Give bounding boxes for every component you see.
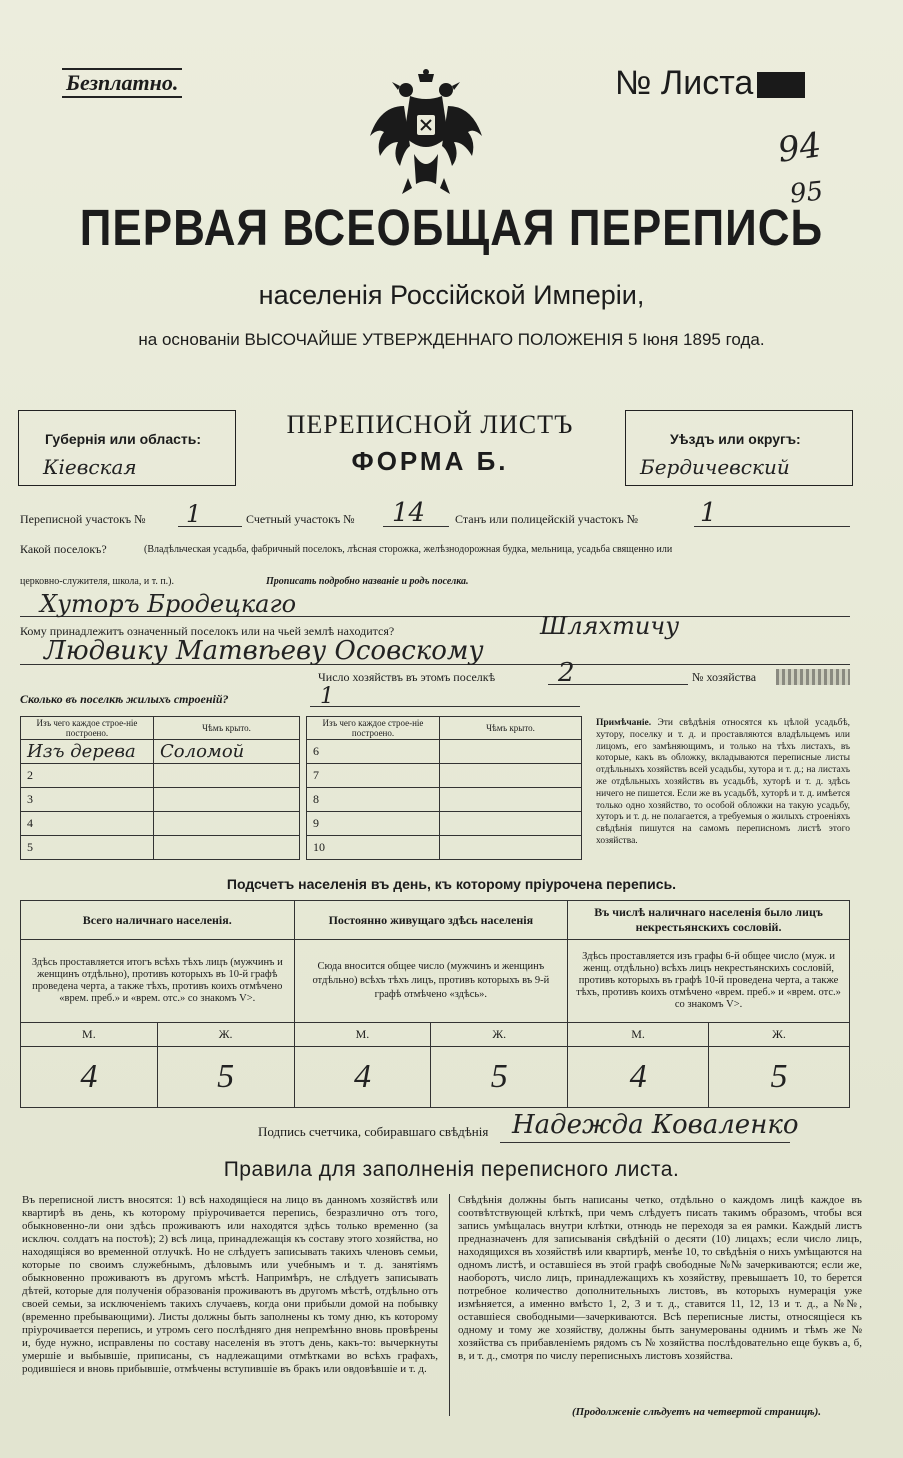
document-title: ПЕРВАЯ ВСЕОБЩАЯ ПЕРЕПИСЬ (79, 200, 824, 257)
non-peasant-title: Въ числѣ наличнаго населенія было лицъ некрестьянскихъ сословій. (568, 901, 850, 940)
total-present-desc: Здѣсь проставляется итогъ всѣхъ тѣхъ лицъ (мужчинъ и женщинъ отдѣльно), противъ которыхъ въ 10-й графѣ проведена черта, а также тѣхъ, противъ коихъ отмѣчено «врем. преб.» и «врем. отс.» со знакомъ V>. (21, 940, 295, 1023)
row-number: 7 (307, 764, 440, 788)
settlement-hint-3: Прописать подробно названіе и родъ поселка. (266, 576, 469, 587)
table-row (21, 788, 300, 812)
population-titles-row (21, 901, 850, 940)
buildings-table-header (307, 717, 582, 740)
roof-column-header: Чѣмъ крыто. (440, 717, 582, 740)
total-present-female: 5 (157, 1047, 294, 1108)
continued-note: (Продолженіе слѣдуетъ на четвертой страницѣ). (572, 1406, 822, 1418)
female-header: Ж. (431, 1023, 568, 1047)
settlement-hint-2: церковно-служителя, школа, и т. п.). (20, 576, 174, 587)
households-value: 2 (558, 658, 575, 688)
permanent-male: 4 (294, 1047, 431, 1108)
province-label: Губернія или область: (45, 431, 202, 447)
signature-value: Надежда Коваленко (512, 1110, 799, 1140)
census-section-label: Переписной участокъ № (20, 512, 146, 526)
count-section-label: Счетный участокъ № (246, 512, 355, 526)
note-text: Эти свѣдѣнія относятся къ цѣлой усадьбѣ, хутору, поселку и т. д. и проставляются владѣльцемъ или лицомъ, его замѣняющимъ, и только на тѣхъ листахъ, въ которые, какъ въ обложку, вкладываются переписные листы отдѣльныхъ хозяйствъ всей усадьбы, хутора и т. д.; на листахъ же отдѣльныхъ хозяйствъ въ усадьбѣ, хуторѣ и т. д. здѣсь ничего не пишется. Если же въ усадьбѣ, хуторѣ и т. д. имѣется только одно хозяйство, то особой обложки на такую усадьбу, хуторъ и т. д. не полагается, а требуемыя о жилыхъ строеніяхъ свѣдѣнія пишутся на самомъ переписномъ листѣ этого хозяйства. (596, 718, 850, 846)
owner-label: Кому принадлежитъ означенный поселокъ или на чьей землѣ находится? (20, 624, 395, 638)
signature-label: Подпись счетчика, собиравшаго свѣдѣнія (258, 1124, 489, 1139)
table-row (307, 812, 582, 836)
population-heading: Подсчетъ населенія въ день, къ которому пріурочена перепись. (226, 876, 677, 892)
table-row (307, 740, 582, 764)
form-title-block (250, 410, 610, 484)
households-label: Число хозяйствъ въ этомъ поселкѣ (318, 670, 496, 684)
district-label: Уѣздъ или округъ: (670, 431, 801, 447)
household-no-redacted (776, 669, 850, 685)
legal-basis: на основаніи ВЫСОЧАЙШЕ УТВЕРЖДЕННАГО ПОЛОЖЕНІЯ 5 Іюня 1895 года. (138, 330, 765, 349)
form-name: ФОРМА Б. (351, 446, 509, 476)
material-column-header: Изъ чего каждое строе-ніе построено. (21, 717, 154, 740)
table-row (21, 836, 300, 860)
population-desc-row (21, 940, 850, 1023)
building-material: Изъ дерева (27, 741, 136, 762)
district-value: Бердичевский (640, 455, 790, 479)
table-row (21, 764, 300, 788)
total-present-title: Всего наличнаго населенія. (21, 901, 295, 940)
male-header: М. (294, 1023, 431, 1047)
population-sex-row (21, 1023, 850, 1047)
province-box (18, 410, 236, 486)
non-peasant-female: 5 (709, 1047, 850, 1108)
material-column-header: Изъ чего каждое строе-ніе построено. (307, 717, 440, 740)
owner-value-1: Шляхтичу (540, 612, 680, 640)
female-header: Ж. (709, 1023, 850, 1047)
non-peasant-desc: Здѣсь проставляется изъ графы 6-й общее число (муж. и женщ. отдѣльно) всѣхъ лицъ некрестьянскихъ сословій, противъ которыхъ въ графѣ 10-й проведена черта, а также тѣхъ, противъ коихъ отмѣчено «врем. преб.» и «врем. отс.» со знакомъ V>. (568, 940, 850, 1023)
population-table (20, 900, 850, 1108)
settlement-label: Какой поселокъ? (20, 542, 107, 556)
note-title: Примѣчаніе. (596, 718, 652, 728)
police-label: Станъ или полицейскій участокъ № (455, 512, 639, 526)
population-values-row (21, 1047, 850, 1108)
buildings-label: Сколько въ поселкѣ жилыхъ строеній? (20, 692, 229, 706)
police-line (694, 526, 850, 527)
buildings-line (310, 706, 580, 707)
total-present-male: 4 (21, 1047, 158, 1108)
buildings-note (596, 718, 850, 848)
buildings-table-right (306, 716, 582, 860)
non-peasant-male: 4 (568, 1047, 709, 1108)
district-box (625, 410, 853, 486)
household-no-label: № хозяйства (692, 670, 757, 684)
buildings-table-header (21, 717, 300, 740)
table-row (21, 740, 300, 764)
roof-column-header: Чѣмъ крыто. (154, 717, 300, 740)
table-row (21, 812, 300, 836)
sheet-number-label: № Листа (615, 64, 754, 102)
row-number: 4 (21, 812, 154, 836)
sheet-number-handwritten: 94 (775, 125, 824, 171)
sheet-number (615, 64, 805, 103)
table-row (307, 788, 582, 812)
households-line (548, 684, 688, 685)
permanent-residents-title: Постоянно живущаго здѣсь населенія (294, 901, 568, 940)
row-number: 3 (21, 788, 154, 812)
census-section-value: 1 (186, 500, 202, 528)
row-number: 2 (21, 764, 154, 788)
row-number: 10 (307, 836, 440, 860)
settlement-value: Хуторъ Бродецкаго (40, 590, 297, 618)
female-header: Ж. (157, 1023, 294, 1047)
province-value: Кiевская (43, 455, 137, 479)
table-row (307, 836, 582, 860)
rules-divider (449, 1194, 450, 1416)
sheet-number-handwritten-2: 95 (788, 176, 825, 210)
male-header: М. (568, 1023, 709, 1047)
row-number: 5 (21, 836, 154, 860)
table-row (307, 764, 582, 788)
sheet-title: ПЕРЕПИСНОЙ ЛИСТЪ (286, 410, 574, 439)
permanent-residents-desc: Сюда вносится общее число (мужчинъ и женщинъ отдѣльно) всѣхъ тѣхъ лицъ, противъ которыхъ въ 9-й графѣ отмѣчено «здѣсь». (294, 940, 568, 1023)
rules-right-column: Свѣдѣнія должны быть написаны четко, отдѣльно о каждомъ лицѣ каждое въ соотвѣтствующей клѣткѣ, при чемъ слѣдуетъ писать такимъ образомъ, чтобы вся запись умѣщалась внутри клѣтки, отнюдь не переходя за ея рамки. Каждый листъ предназначенъ для записыванія свѣдѣній о десяти (10) лицахъ; если число лицъ, находящихся въ хозяйствѣ или квартирѣ, менѣе 10, то свѣдѣнія о нихъ умѣщаются на одномъ листѣ, и оставшіеся въ этой графѣ свободные №№ зачеркиваются; если же, наоборотъ, число лицъ, принадлежащихъ къ хозяйству, превышаетъ 10, то берется потребное количество дополнительныхъ листовъ, въ которыхъ нумерація уже измѣняется, а именно вмѣсто 1, 2, 3 и т. д., ставится 11, 12, 13 и т. д., а №№, оставшіеся свободными—зачеркиваются. Всѣ переписные листы, относящіеся къ одному и тому же хозяйству, должны быть занумерованы однимъ и тѣмъ же № хозяйства съ прибавленіемъ рядомъ съ № хозяйства послѣдовательно еще буквъ а, б, в, и т. д., смотря по числу переписныхъ листовъ хозяйства. (458, 1194, 862, 1362)
document-subtitle: населенія Россійской Имперіи, (258, 280, 645, 310)
male-header: М. (21, 1023, 158, 1047)
building-roof: Соломой (154, 740, 300, 764)
row-number: 6 (307, 740, 440, 764)
settlement-hint: (Владѣльческая усадьба, фабричный поселокъ, лѣсная сторожка, желѣзнодорожная будка, мельница, усадьба священно или (144, 544, 673, 555)
rules-left-column: Въ переписной листъ вносятся: 1) всѣ находящіеся на лицо въ данномъ хозяйствѣ или квартирѣ въ день, къ которому пріурочивается перепись, безразлично отъ того, обыкновенно-ли они здѣсь проживаютъ или находятся здѣсь только временно (за исключ. солдатъ на постоѣ); 2) всѣ лица, принадлежащія къ составу этого хозяйства, но находящіяся во временной отлучкѣ. Но не слѣдуетъ записывать такихъ членовъ семьи, которые по своимъ служебнымъ, дѣловымъ или учебнымъ и т. д. занятіямъ обыкновенно проживаютъ въ другомъ мѣстѣ. Напримѣръ, не слѣдуетъ записывать дѣтей, которые для полученія образованія проживаютъ въ другомъ мѣстѣ, отдѣльно отъ своей семьи, за исключеніемъ такихъ случаевъ, когда они прибыли домой на побывку (временно пребывающими). Листы должны быть заполнены къ тому дню, къ которому пріурочивается перепись, и утромъ сего послѣдняго дня непремѣнно вновь провѣрены и, буде нужно, исправлены по составу населенія въ этотъ день, какъ-то: вычеркнуты умершіе и выбывшіе, приписаны, съ надлежащими отмѣтками во всѣхъ графахъ, родившіеся и вновь прибывшіе, отмѣчены вступившіе въ бракъ или овдовѣвшіе и т. д. (22, 1194, 438, 1375)
permanent-female: 5 (431, 1047, 568, 1108)
free-label: Безплатно. (62, 68, 182, 98)
buildings-value: 1 (320, 684, 334, 709)
row-number: 8 (307, 788, 440, 812)
signature-line (500, 1142, 790, 1143)
police-value: 1 (700, 498, 717, 528)
count-section-value: 14 (392, 498, 426, 528)
owner-value-2: Людвику Матвѣеву Осовскому (44, 636, 484, 666)
buildings-table-left (20, 716, 300, 860)
rules-title: Правила для заполненія переписного листа. (223, 1158, 680, 1181)
double-headed-eagle-emblem-icon (366, 66, 486, 200)
row-number: 9 (307, 812, 440, 836)
ink-blot (757, 72, 805, 98)
